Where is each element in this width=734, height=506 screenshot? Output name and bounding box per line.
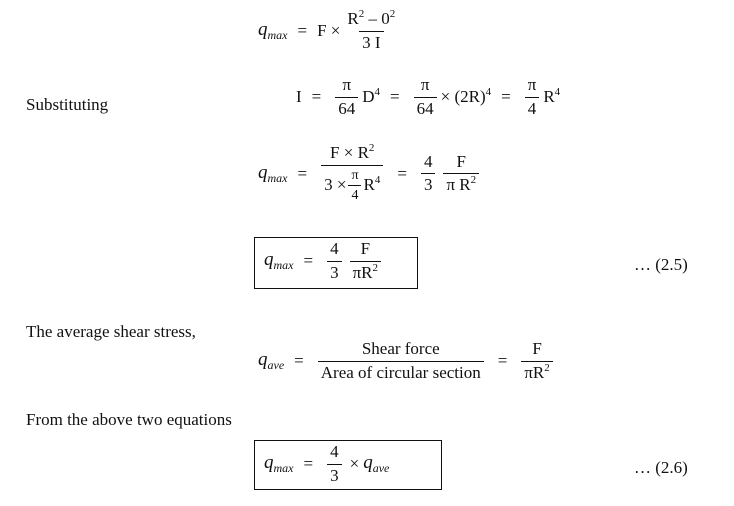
from-above-label: From the above two equations: [26, 410, 232, 429]
denominator: 4: [525, 97, 540, 119]
q-symbol: $q_{max}$: [264, 452, 294, 476]
equals-sign: =: [397, 163, 407, 183]
equals-sign: =: [297, 163, 308, 183]
equation-qave: [258, 340, 557, 382]
fraction: [327, 240, 342, 282]
numerator: π: [527, 75, 537, 94]
fraction: [350, 240, 381, 282]
denominator: 3: [421, 173, 436, 195]
q-symbol: $q_{max}$: [258, 161, 288, 185]
denominator: π $R^2$: [443, 173, 479, 195]
fraction: [443, 153, 479, 195]
times-sign: ×: [349, 454, 360, 474]
radius-term: × $(2R)^4$: [440, 86, 492, 107]
substituting-label: Substituting: [26, 95, 109, 114]
diameter-term: $D^4$: [362, 86, 381, 107]
q-symbol: $q_{max}$: [264, 249, 294, 273]
q-symbol: $q_{max}$: [258, 19, 288, 43]
fraction: [521, 340, 552, 382]
equation-qmax-definition: [258, 10, 402, 52]
numerator: F: [456, 151, 467, 171]
force-times: F ×: [317, 21, 341, 41]
equation-number: … (2.6): [634, 458, 688, 477]
equals-sign: =: [303, 251, 314, 271]
numerator: π: [420, 75, 430, 94]
equals-sign: =: [303, 454, 314, 474]
radius-power-term: $R^4$: [543, 86, 561, 107]
denominator: 3 I: [359, 31, 383, 53]
inertia-symbol: I: [296, 87, 302, 107]
fraction: [525, 76, 540, 118]
numerator: 4: [330, 442, 339, 461]
fraction: [344, 10, 398, 52]
equation-number: … (2.5): [634, 255, 688, 274]
equals-sign: =: [297, 21, 308, 41]
fraction: [321, 144, 383, 203]
equals-sign: =: [294, 351, 304, 371]
numerator: Shear force: [361, 339, 440, 358]
fraction: [318, 340, 484, 382]
equals-sign: =: [497, 351, 508, 371]
numerator: 4: [423, 151, 433, 171]
fraction: [414, 76, 437, 118]
equals-sign: =: [390, 87, 400, 107]
fraction: [335, 76, 358, 118]
denominator: 3: [327, 261, 342, 283]
equation-qmax-vs-qave: [264, 443, 389, 485]
numerator: F: [360, 239, 371, 258]
denominator: 3 × $\frac{\pi}{4}$ $R^4$: [321, 165, 383, 204]
numerator: 4: [330, 239, 339, 258]
denominator: $\pi R^2$: [350, 261, 381, 283]
equation-moment-of-inertia: [296, 76, 560, 118]
average-shear-label: The average shear stress,: [26, 322, 196, 341]
numerator: F: [532, 339, 542, 358]
denominator: $\pi R^2$: [521, 361, 552, 383]
denominator: 64: [335, 97, 358, 119]
fraction: [327, 443, 342, 485]
equation-qmax-substituted: [258, 144, 483, 203]
q-symbol: $q_{ave}$: [258, 349, 285, 373]
equation-qmax-result: [264, 240, 385, 282]
fraction: [421, 153, 436, 195]
q-symbol: $q_{ave}$: [363, 452, 390, 476]
equals-sign: =: [311, 87, 322, 107]
denominator: Area of circular section: [318, 361, 484, 383]
equals-sign: =: [501, 87, 511, 107]
numerator: π: [342, 75, 352, 94]
numerator: $F \times R^2$: [330, 142, 375, 162]
denominator: 3: [327, 464, 342, 486]
denominator: 64: [414, 97, 437, 119]
numerator: $R^2 - 0^2$: [347, 8, 396, 28]
